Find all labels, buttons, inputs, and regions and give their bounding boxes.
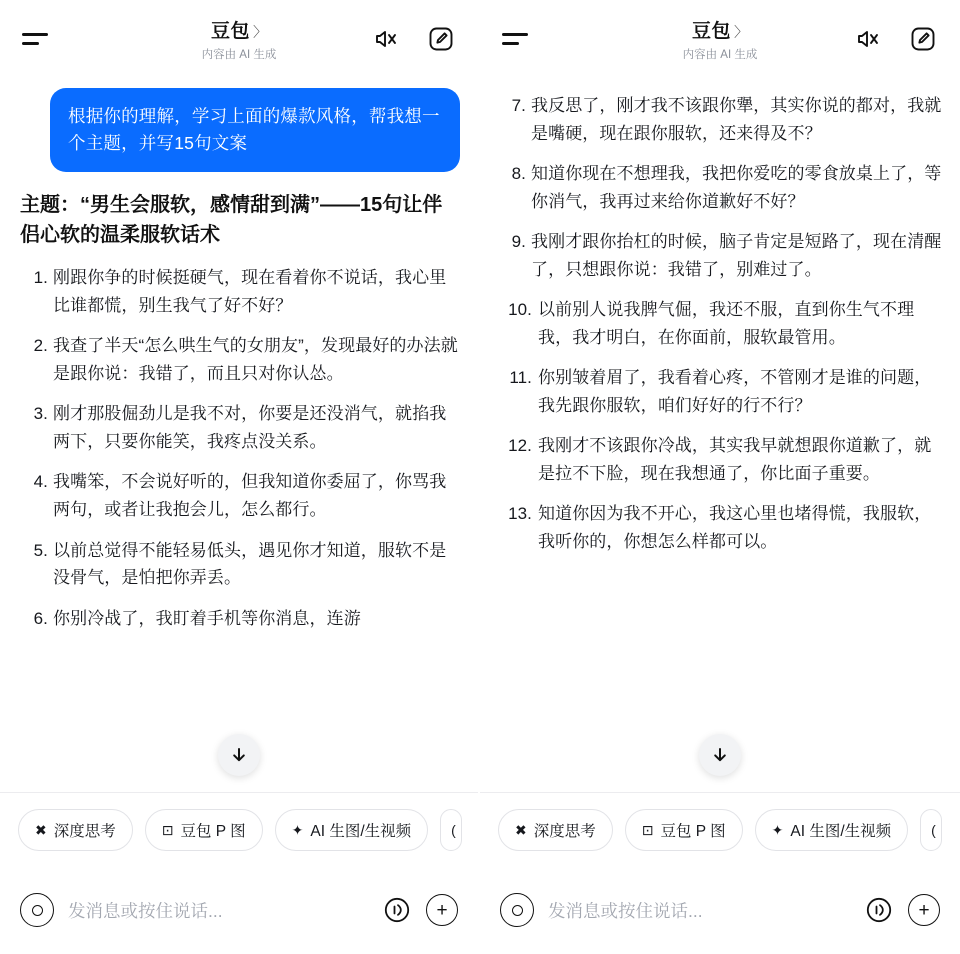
top-actions-right <box>852 24 938 54</box>
top-bar-left <box>0 0 478 78</box>
chat-scroll-area-right[interactable] <box>480 78 960 792</box>
list-item: 我刚才跟你抬杠的时候，脑子肯定是短路了，现在清醒了，只想跟你说：我错了，别难过了。 <box>531 232 942 279</box>
chip-deep-think[interactable] <box>498 809 613 851</box>
phone-screen-right <box>480 0 960 954</box>
quick-action-chips-left <box>0 792 478 866</box>
sparkle-icon: ✦ <box>291 821 304 838</box>
chip-ai-generate[interactable] <box>755 809 909 851</box>
page-title: 豆包 <box>210 21 250 42</box>
compose-icon[interactable] <box>426 24 456 54</box>
list-item: 以前别人说我脾气倔，我还不服，直到你生气不理我，我才明白，在你面前，服软最管用。 <box>538 300 915 347</box>
chip-label: 深度思考 <box>53 822 116 840</box>
quick-action-chips-right <box>480 792 960 866</box>
chevron-right-icon: 〉 <box>253 24 267 40</box>
chevron-right-icon: 〉 <box>734 24 748 40</box>
message-input-bar-left <box>0 866 478 954</box>
list-item: 我嘴笨，不会说好听的，但我知道你委屈了，你骂我两句，或者让我抱会儿，怎么都行。 <box>53 472 447 519</box>
camera-icon[interactable] <box>500 893 534 927</box>
mute-icon[interactable] <box>852 24 882 54</box>
mute-icon[interactable] <box>370 24 400 54</box>
user-message-bubble: 根据你的理解，学习上面的爆款风格，帮我想一个主题，并写15句文案 <box>50 88 460 172</box>
chat-scroll-area-left[interactable] <box>0 78 478 792</box>
list-item: 知道你现在不想理我，我把你爱吃的零食放桌上了，等你消气，我再过来给你道歉好不好？ <box>531 164 942 211</box>
compose-icon[interactable] <box>908 24 938 54</box>
hamburger-icon[interactable] <box>502 24 532 54</box>
answer-list-right <box>498 92 942 555</box>
camera-icon[interactable] <box>20 893 54 927</box>
list-item: 以前总觉得不能轻易低头，遇见你才知道，服软不是没骨气，是怕把你弄丢。 <box>53 540 447 588</box>
message-input-bar-right <box>480 866 960 954</box>
message-input[interactable]: 发消息或按住说话... <box>68 900 223 921</box>
chip-more[interactable] <box>920 809 942 851</box>
sparkle-icon: ✦ <box>771 821 784 838</box>
more-chip-icon: ( <box>931 821 936 838</box>
image-edit-icon: ⊡ <box>161 821 174 838</box>
list-item: 你别冷战了，我盯着手机等你消息，连游 <box>53 608 361 628</box>
plus-icon[interactable]: + <box>426 894 458 926</box>
more-chip-icon: ( <box>451 821 456 838</box>
top-bar-right <box>480 0 960 78</box>
page-title: 豆包 <box>691 21 731 42</box>
chip-label: 豆包 P 图 <box>660 822 726 840</box>
chip-deep-think[interactable] <box>18 809 133 851</box>
list-item: 刚跟你争的时候挺硬气，现在看着你不说话，我心里比谁都慌，别生我气了好不好？ <box>53 268 447 315</box>
voice-wave-icon[interactable] <box>864 895 894 925</box>
list-item: 我反思了，刚才我不该跟你犟，其实你说的都对，我就是嘴硬，现在跟你服软，还来得及不？ <box>531 96 942 143</box>
chip-label: 深度思考 <box>533 822 596 840</box>
voice-wave-icon[interactable] <box>382 895 412 925</box>
list-item: 我查了半天“怎么哄生气的女朋友”，发现最好的办法就是跟你说：我错了，而且只对你认怂。 <box>53 336 458 383</box>
chip-more[interactable] <box>440 809 462 851</box>
scroll-to-bottom-button[interactable] <box>699 734 741 776</box>
ai-disclaimer: 内容由 AI 生成 <box>682 49 758 61</box>
answer-list-left <box>20 264 458 632</box>
hamburger-icon[interactable] <box>22 24 52 54</box>
image-edit-icon: ⊡ <box>641 821 654 838</box>
list-item: 你别皱着眉了，我看着心疼，不管刚才是谁的问题，我先跟你服软，咱们好好的行不行？ <box>538 368 932 415</box>
chip-label: AI 生图/生视频 <box>310 822 412 840</box>
chip-image-edit[interactable] <box>145 809 263 851</box>
list-item: 刚才那股倔劲儿是我不对，你要是还没消气，就掐我两下，只要你能笑，我疼点没关系。 <box>53 404 447 451</box>
chip-label: AI 生图/生视频 <box>790 822 892 840</box>
chip-label: 豆包 P 图 <box>180 822 246 840</box>
answer-title: 主题：“男生会服软，感情甜到满”——15句让伴侣心软的温柔服软话术 <box>20 194 443 247</box>
chip-image-edit[interactable] <box>625 809 743 851</box>
deep-think-icon: ✖ <box>35 821 47 838</box>
message-input[interactable]: 发消息或按住说话... <box>548 900 703 921</box>
deep-think-icon: ✖ <box>515 821 527 838</box>
list-item: 我刚才不该跟你冷战，其实我早就想跟你道歉了，就是拉不下脸，现在我想通了，你比面子重要。 <box>538 436 932 483</box>
scroll-to-bottom-button[interactable] <box>218 734 260 776</box>
chip-ai-generate[interactable] <box>275 809 429 851</box>
list-item: 知道你因为我不开心，我这心里也堵得慌，我服软，我听你的，你想怎么样都可以。 <box>538 504 932 551</box>
top-actions-left <box>370 24 456 54</box>
ai-disclaimer: 内容由 AI 生成 <box>201 49 277 61</box>
assistant-answer-left <box>18 190 460 632</box>
plus-icon[interactable]: + <box>908 894 940 926</box>
